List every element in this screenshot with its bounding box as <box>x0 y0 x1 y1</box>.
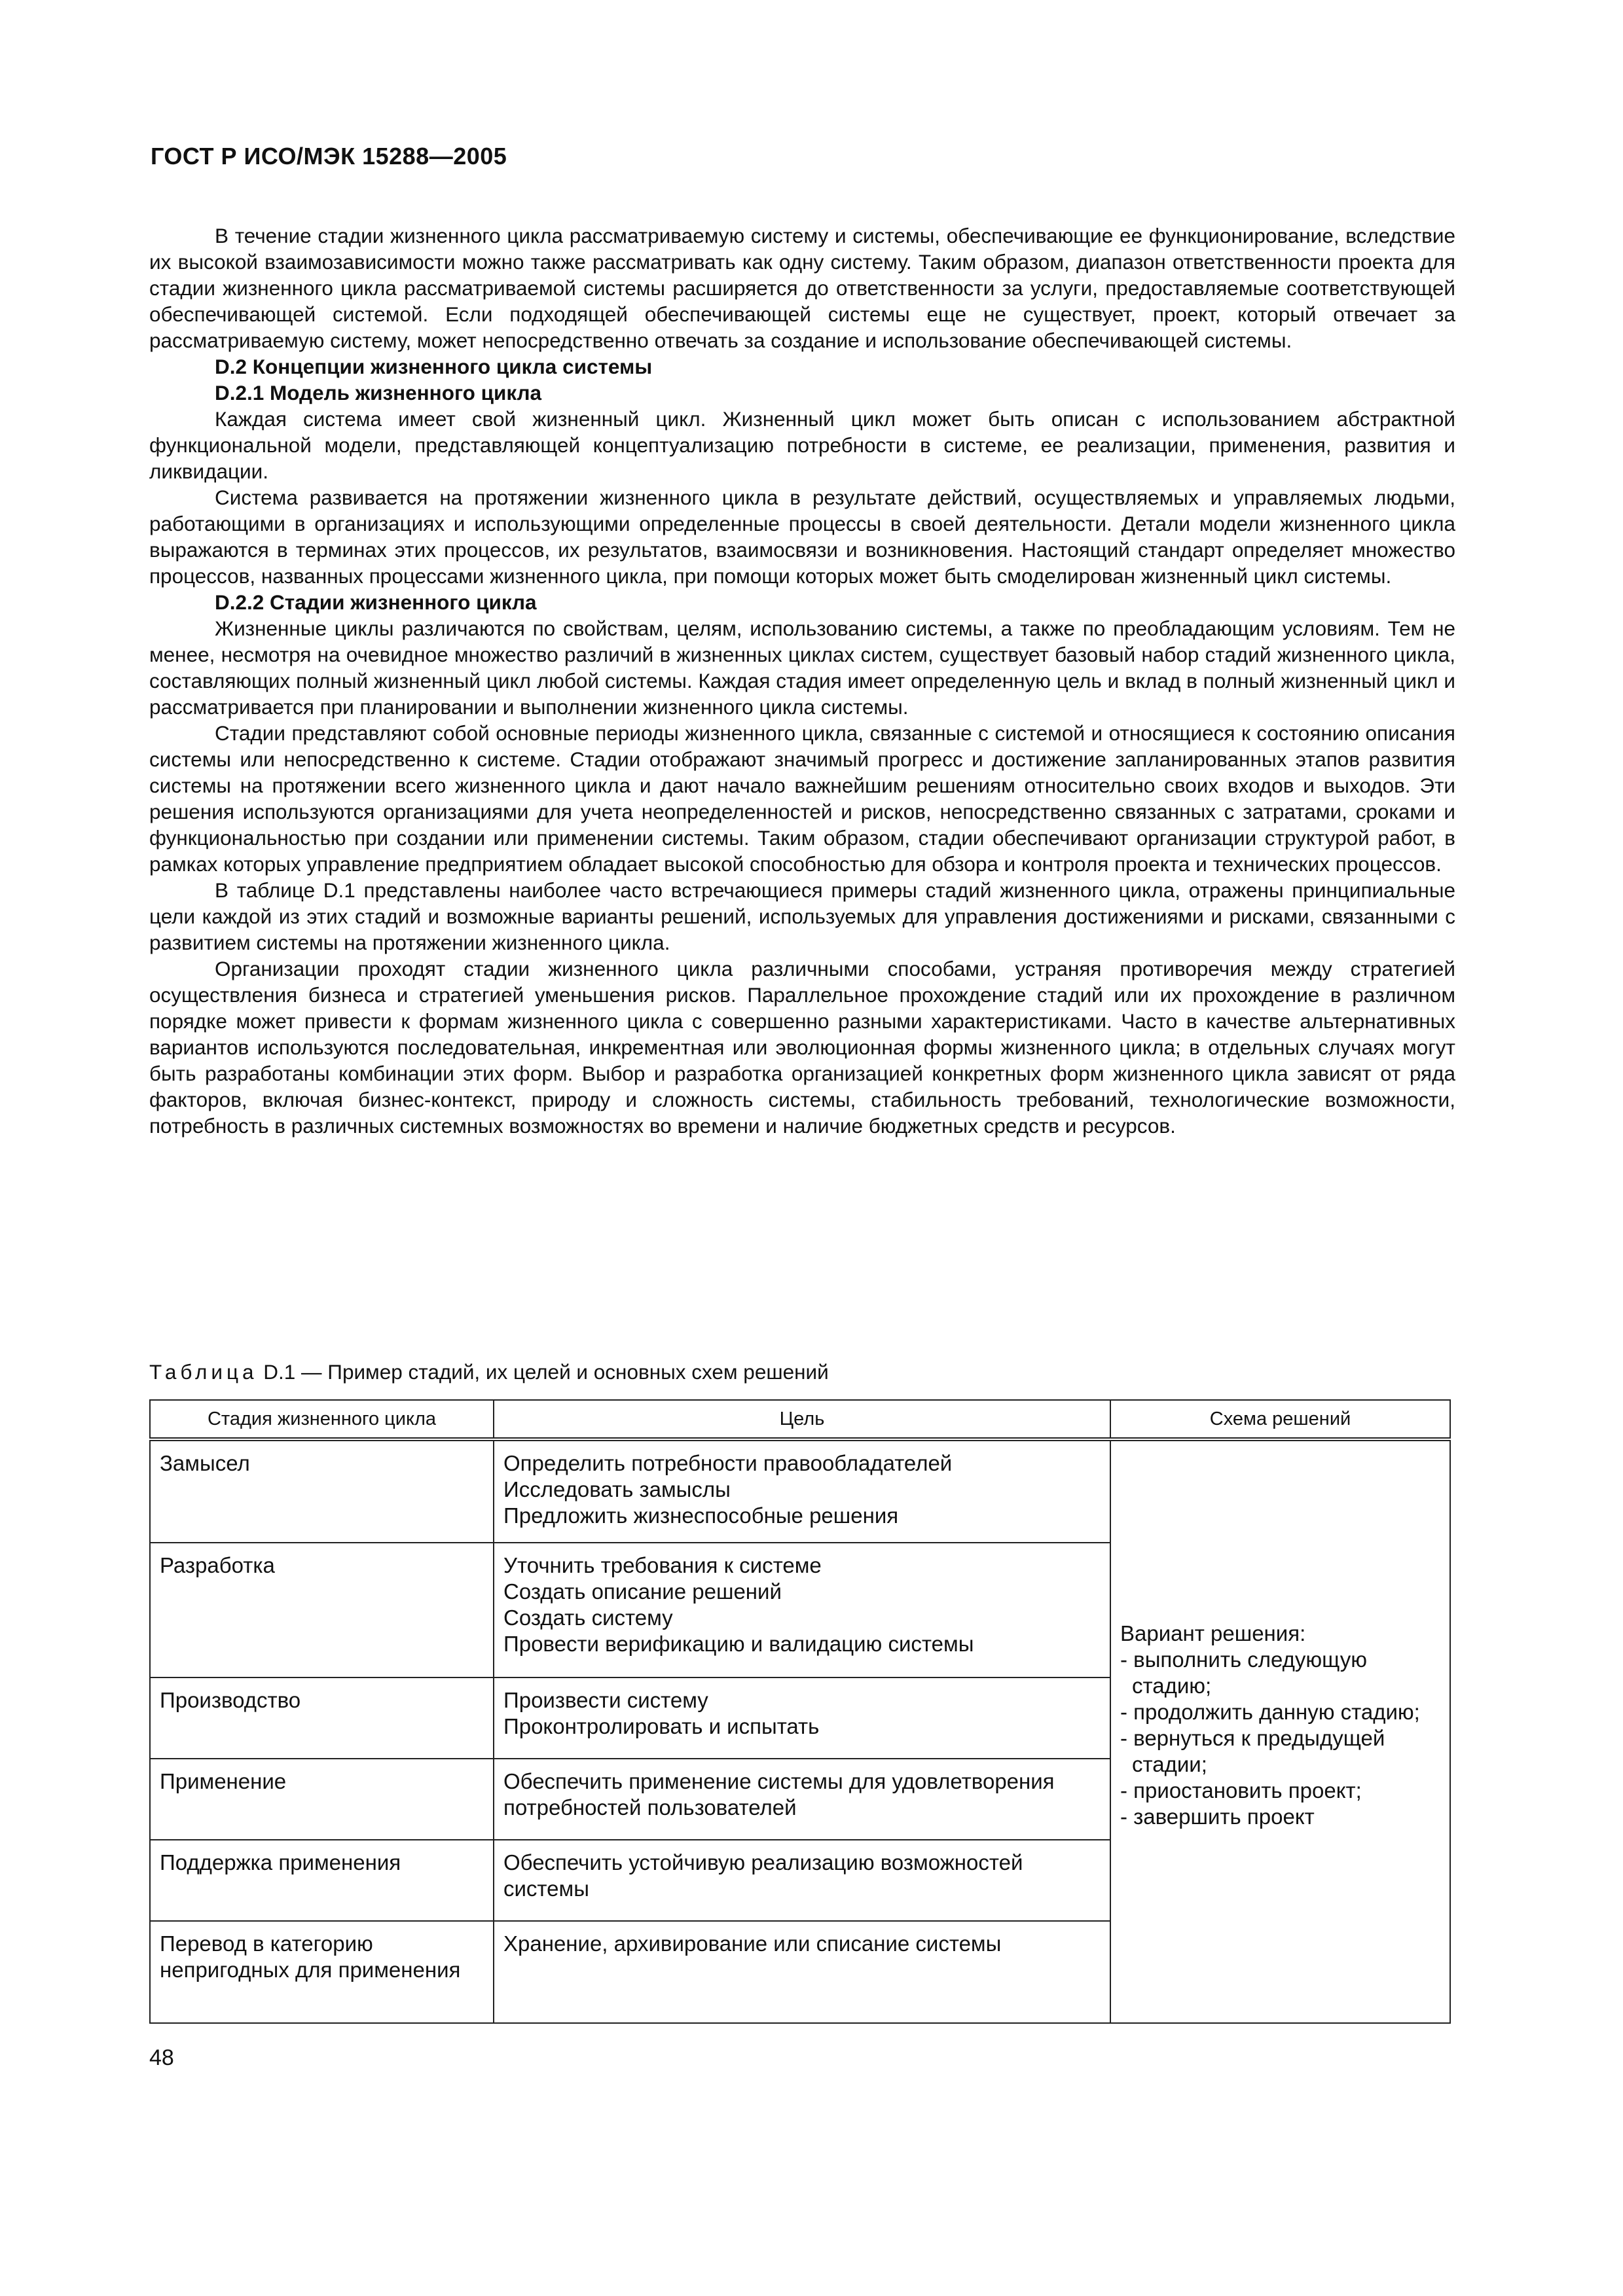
column-header-goal: Цель <box>494 1400 1110 1439</box>
body-text <box>149 223 1455 1139</box>
paragraph: Каждая система имеет свой жизненный цикл. Жизненный цикл может быть описан с использованием абстрактной функциональной модели, представляющей концептуализацию потребности в системе, ее реализации, применения, развития и ликвидации. <box>149 407 1455 483</box>
paragraph: Стадии представляют собой основные периоды жизненного цикла, связанные с системой и относящиеся к состоянию описания системы или непосредственно к системе. Стадии отображают значимый прогресс и достижение запланированных этапов развития системы на протяжении всего жизненного цикла и дают начало важнейшим решениям относительно своих входов и выходов. Эти решения используются организациями для учета неопределенностей и рисков, непосредственно связанных с затратами, сроками и функциональностью при создании или применении системы. Таким образом, стадии обеспечивают организации структурой работ, в рамках которых управление предприятием обладает высокой способностью для обзора и контроля проекта и технических процессов. <box>149 721 1455 876</box>
goal-cell <box>494 1759 1110 1840</box>
subsection-heading: D.2.2 Стадии жизненного цикла <box>215 590 537 614</box>
stage-cell: Разработка <box>150 1543 494 1677</box>
paragraph: В таблице D.1 представлены наиболее часто встречающиеся примеры стадий жизненного цикла, отражены принципиальные цели каждой из этих стадий и возможные варианты решений, используемых для управления достижениями и рисками, связанными с развитием системы на протяжении жизненного цикла. <box>149 878 1455 954</box>
stage-cell: Замысел <box>150 1439 494 1543</box>
goal-cell <box>494 1840 1110 1921</box>
scheme-item: - завершить проект <box>1120 1804 1315 1829</box>
paragraph: Жизненные циклы различаются по свойствам, целям, использованию системы, а также по преобладающим условиям. Тем не менее, несмотря на очевидное множество различий в жизненных циклах систем, существует базовый набор стадий жизненного цикла, составляющих полный жизненный цикл любой системы. Каждая стадия имеет определенную цель и вклад в полный жизненный цикл и рассматривается при планировании и выполнении жизненного цикла системы. <box>149 617 1455 719</box>
scheme-item: - выполнить следующую стадию; <box>1120 1647 1367 1698</box>
goal-line: Определить потребности правообладателей <box>503 1451 953 1475</box>
stages-table <box>149 1399 1451 2024</box>
scheme-item: - приостановить проект; <box>1120 1778 1362 1803</box>
goal-line: Проконтролировать и испытать <box>503 1714 820 1738</box>
stage-cell: Применение <box>150 1759 494 1840</box>
table-header-row <box>150 1400 1450 1439</box>
goal-line: Хранение, архивирование или списание системы <box>503 1931 1002 1956</box>
scheme-item: - вернуться к предыдущей стадии; <box>1120 1726 1385 1776</box>
subsection-heading: D.2.1 Модель жизненного цикла <box>215 381 542 404</box>
table-caption-text: D.1 — Пример стадий, их целей и основных схем решений <box>263 1360 829 1384</box>
goal-cell <box>494 1543 1110 1677</box>
goal-line: Провести верификацию и валидацию системы <box>503 1632 974 1656</box>
goal-line: Исследовать замыслы <box>503 1477 731 1501</box>
document-header: ГОСТ Р ИСО/МЭК 15288—2005 <box>151 143 507 170</box>
scheme-item: - продолжить данную стадию; <box>1120 1700 1420 1724</box>
goal-cell <box>494 1677 1110 1759</box>
stage-cell: Производство <box>150 1677 494 1759</box>
scheme-list <box>1120 1647 1440 1830</box>
scheme-cell <box>1110 1439 1450 2023</box>
page-number: 48 <box>149 2045 174 2070</box>
table-caption-label: Таблица <box>149 1360 258 1384</box>
goal-line: Предложить жизнеспособные решения <box>503 1503 899 1528</box>
scheme-title: Вариант решения: <box>1120 1621 1306 1645</box>
paragraph: В течение стадии жизненного цикла рассматриваемую систему и системы, обеспечивающие ее функционирование, вследствие их высокой взаимозависимости можно также рассматривать как одну систему. Таким образом, диапазон ответственности проекта для стадии жизненного цикла рассматриваемой системы расширяется до ответственности за услуги, предоставляемые соответствующей обеспечивающей системой. Если подходящей обеспечивающей системы еще не существует, проект, который отвечает за рассматриваемую систему, может непосредственно отвечать за создание и использование обеспечивающей системы. <box>149 224 1455 352</box>
paragraph: Система развивается на протяжении жизненного цикла в результате действий, осуществляемых и управляемых людьми, работающими в организациях и использующими определенные процессы в своей деятельности. Детали модели жизненного цикла выражаются в терминах этих процессов, их результатов, взаимосвязи и возникновения. Настоящий стандарт определяет множество процессов, названных процессами жизненного цикла, при помощи которых может быть смоделирован жизненный цикл системы. <box>149 486 1455 588</box>
column-header-stage: Стадия жизненного цикла <box>150 1400 494 1439</box>
goal-line: Уточнить требования к системе <box>503 1553 822 1577</box>
table-caption <box>149 1359 829 1385</box>
goal-line: Создать описание решений <box>503 1579 782 1604</box>
stage-cell: Поддержка применения <box>150 1840 494 1921</box>
column-header-scheme: Схема решений <box>1110 1400 1450 1439</box>
stage-cell: Перевод в категорию непригодных для применения <box>150 1921 494 2023</box>
goal-line: Создать систему <box>503 1605 673 1630</box>
goal-cell <box>494 1439 1110 1543</box>
table-row <box>150 1439 1450 1543</box>
section-heading: D.2 Концепции жизненного цикла системы <box>215 355 653 378</box>
goal-cell <box>494 1921 1110 2023</box>
goal-line: Обеспечить применение системы для удовлетворения потребностей пользователей <box>503 1769 1055 1820</box>
goal-line: Произвести систему <box>503 1688 708 1712</box>
paragraph: Организации проходят стадии жизненного цикла различными способами, устраняя противоречия между стратегией осуществления бизнеса и стратегией уменьшения рисков. Параллельное прохождение стадий или их прохождение в различном порядке может привести к формам жизненного цикла с совершенно разными характеристиками. Часто в качестве альтернативных вариантов используются последовательная, инкрементная или эволюционная формы жизненного цикла; в отдельных случаях могут быть разработаны комбинации этих форм. Выбор и разработка организацией конкретных форм жизненного цикла зависят от ряда факторов, включая бизнес-контекст, природу и сложность системы, стабильность требований, технологические возможности, потребность в различных системных возможностях во времени и наличие бюджетных средств и ресурсов. <box>149 957 1455 1138</box>
goal-line: Обеспечить устойчивую реализацию возможностей системы <box>503 1850 1023 1901</box>
